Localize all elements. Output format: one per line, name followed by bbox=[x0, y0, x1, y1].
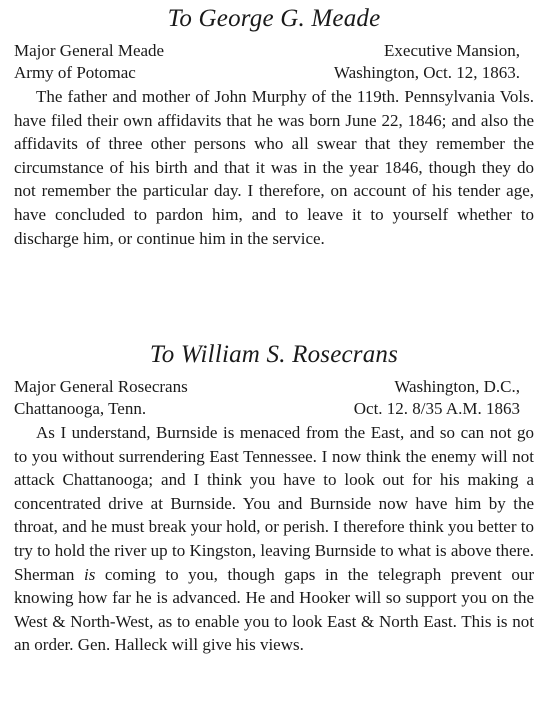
address-row-2 bbox=[14, 398, 534, 420]
address-row-1 bbox=[14, 376, 534, 398]
date-line: Oct. 12. 8/35 A.M. 1863 bbox=[353, 399, 520, 418]
letter-to-rosecrans bbox=[14, 340, 534, 657]
letter-to-meade bbox=[14, 4, 534, 250]
body-emphasis: is bbox=[83, 564, 96, 584]
address-row-1 bbox=[14, 40, 534, 62]
letter-body bbox=[14, 421, 534, 657]
recipient-name: Major General Rosecrans bbox=[14, 377, 188, 396]
date-line: Washington, Oct. 12, 1863. bbox=[333, 63, 520, 82]
letter-heading: To William S. Rosecrans bbox=[149, 341, 399, 368]
letter-heading: To George G. Meade bbox=[167, 5, 381, 32]
address-row-2 bbox=[14, 62, 534, 84]
place-line: Executive Mansion, bbox=[384, 41, 520, 60]
recipient-name: Major General Meade bbox=[14, 41, 165, 60]
letter-body: The father and mother of John Murphy of the 119th. Pennsylvania Vols. have filed their own affidavits that he was born June 22, 1846; and also the affidavits of three other persons who all swear that they remember the circumstance of his birth and that it was in the year 1846, though they do not remember the particular day. I therefore, on account of his tender age, have concluded to pardon him, and to leave it to yourself whether to discharge him, or continue him in the service. bbox=[14, 87, 534, 248]
place-line: Washington, D.C., bbox=[394, 377, 520, 396]
recipient-location: Army of Potomac bbox=[14, 63, 136, 82]
body-text-part: As I understand, Burnside is menaced from the East, and so can not go to you without surrendering East Tennessee. I now think the enemy will not attack Chattanooga; and I think you have to look out for his making a concentrated drive at Burnside. You and Burnside now have him by the throat, and he must break your hold, or perish. I therefore think you better to try to hold the river up to Kingston, leaving Burnside to what is above there. Sherman bbox=[14, 423, 534, 584]
body-text-part: coming to you, though gaps in the telegraph prevent our knowing how far he is advanced. He and Hooker will so support you on the West & North-West, as to enable you to look East & North East. This is not an order. Gen. Halleck will give his views. bbox=[14, 564, 534, 655]
recipient-location: Chattanooga, Tenn. bbox=[14, 399, 147, 418]
